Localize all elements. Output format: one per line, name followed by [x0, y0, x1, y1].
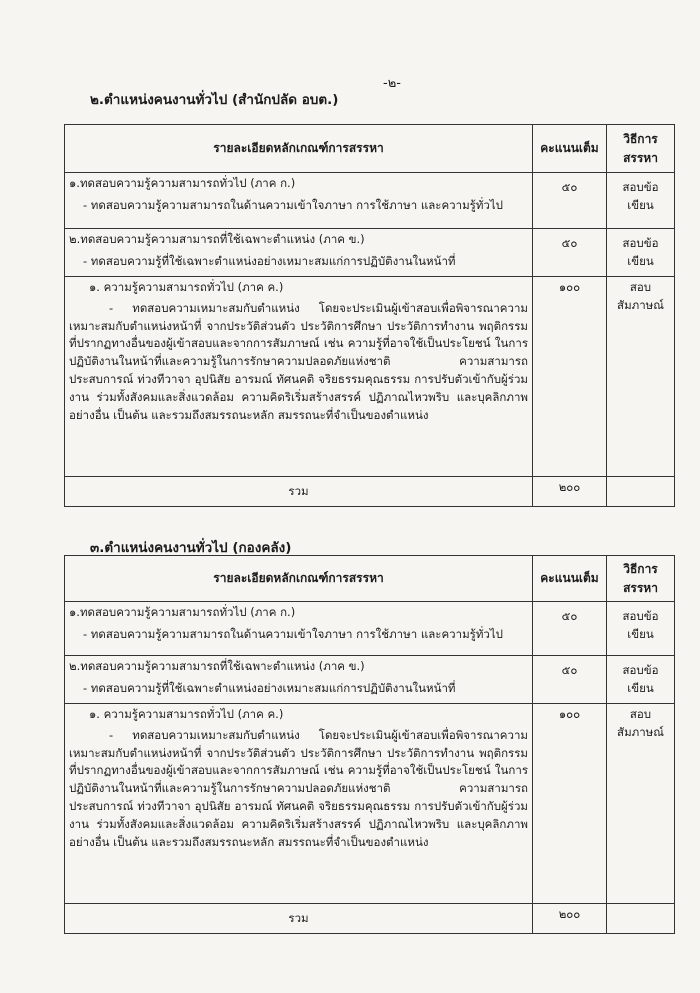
total-score: ๒๐๐ — [533, 904, 607, 934]
total-label: รวม — [65, 904, 533, 934]
table-row — [65, 656, 675, 704]
method-cell: สอบสัมภาษณ์ — [607, 277, 675, 477]
header-details: รายละเอียดหลักเกณฑ์การสรรหา — [65, 556, 533, 602]
header-method: วิธีการสรรหา — [607, 556, 675, 602]
header-score: คะแนนเต็ม — [533, 556, 607, 602]
criteria-sub: - ทดสอบความรู้ที่ใช้เฉพาะตำแหน่งอย่างเหมาะสมแก่การปฏิบัติงานในหน้าที่ — [83, 253, 456, 268]
criteria-sub: - ทดสอบความรู้ความสามารถในด้านความเข้าใจภาษา การใช้ภาษา และความรู้ทั่วไป — [83, 197, 503, 212]
method-cell: สอบข้อเขียน — [607, 173, 675, 229]
table-row — [65, 704, 675, 904]
total-row — [65, 904, 675, 934]
section-title: ๒.ตำแหน่งคนงานทั่วไป (สำนักปลัด อบต.) — [90, 92, 339, 108]
criteria-sub: - ทดสอบความรู้ที่ใช้เฉพาะตำแหน่งอย่างเหมาะสมแก่การปฏิบัติงานในหน้าที่ — [83, 680, 456, 695]
table-row — [65, 229, 675, 277]
score-cell: ๕๐ — [533, 229, 607, 277]
criteria-sub: - ทดสอบความเหมาะสมกับตำแหน่ง โดยจะประเมินผู้เข้าสอบเพื่อพิจารณาความเหมาะสมกับตำแหน่งหน้าที่ จากประวัติส่วนตัว ประวัติการศึกษา ประวัติการทำงาน พฤติกรรมที่ปรากฏทางอื่นของผู้เข้าสอบและจากการสัมภาษณ์ เช่น ความรู้ที่อาจใช้เป็นประโยชน์ ในการปฏิบัติงานในหน้าที่และความรู้ในการรักษาความปลอดภัยแห่งชาติ ความสามารถ ประสบการณ์ ท่วงทีวาจา อุปนิสัย อารมณ์ ทัศนคติ จริยธรรมคุณธรรม การปรับตัวเข้ากับผู้ร่วมงาน ร่วมทั้งสังคมและสิ่งแวดล้อม ความคิดริเริ่มสร้างสรรค์ ปฏิภาณไหวพริบ และบุคลิกภาพอย่างอื่น เป็นต้น และรวมถึงสมรรถนะหลัก สมรรถนะที่จำเป็นของตำแหน่ง — [69, 300, 528, 422]
method-cell: สอบข้อเขียน — [607, 229, 675, 277]
score-cell: ๕๐ — [533, 173, 607, 229]
criteria-sub: - ทดสอบความรู้ความสามารถในด้านความเข้าใจภาษา การใช้ภาษา และความรู้ทั่วไป — [83, 626, 503, 641]
criteria-title: ๑. ความรู้ความสามารถทั่วไป (ภาค ค.) — [89, 707, 284, 721]
header-score: คะแนนเต็ม — [533, 125, 607, 173]
table-row — [65, 277, 675, 477]
criteria-table — [64, 124, 675, 507]
score-cell: ๑๐๐ — [533, 277, 607, 477]
header-method: วิธีการสรรหา — [607, 125, 675, 173]
score-cell: ๕๐ — [533, 656, 607, 704]
total-method-empty — [607, 904, 675, 934]
table-header-row — [65, 556, 675, 602]
total-score: ๒๐๐ — [533, 477, 607, 507]
criteria-title: ๒.ทดสอบความรู้ความสามารถที่ใช้เฉพาะตำแหน่ง (ภาค ข.) — [69, 232, 365, 246]
table-header-row — [65, 125, 675, 173]
score-cell: ๕๐ — [533, 602, 607, 656]
criteria-cell — [65, 229, 533, 277]
method-cell: สอบข้อเขียน — [607, 602, 675, 656]
criteria-title: ๑. ความรู้ความสามารถทั่วไป (ภาค ค.) — [89, 280, 284, 294]
total-row — [65, 477, 675, 507]
table-row — [65, 173, 675, 229]
criteria-title: ๑.ทดสอบความรู้ความสามารถทั่วไป (ภาค ก.) — [69, 605, 296, 619]
criteria-cell — [65, 704, 533, 904]
section-title: ๓.ตำแหน่งคนงานทั่วไป (กองคลัง) — [90, 540, 292, 556]
header-details: รายละเอียดหลักเกณฑ์การสรรหา — [65, 125, 533, 173]
criteria-title: ๑.ทดสอบความรู้ความสามารถทั่วไป (ภาค ก.) — [69, 176, 296, 190]
page-number: -๒- — [383, 76, 401, 91]
total-label: รวม — [65, 477, 533, 507]
criteria-table — [64, 555, 675, 934]
criteria-cell — [65, 173, 533, 229]
total-method-empty — [607, 477, 675, 507]
method-cell: สอบข้อเขียน — [607, 656, 675, 704]
criteria-cell — [65, 602, 533, 656]
criteria-title: ๒.ทดสอบความรู้ความสามารถที่ใช้เฉพาะตำแหน่ง (ภาค ข.) — [69, 659, 365, 673]
criteria-cell — [65, 277, 533, 477]
score-cell: ๑๐๐ — [533, 704, 607, 904]
criteria-cell — [65, 656, 533, 704]
criteria-sub: - ทดสอบความเหมาะสมกับตำแหน่ง โดยจะประเมินผู้เข้าสอบเพื่อพิจารณาความเหมาะสมกับตำแหน่งหน้าที่ จากประวัติส่วนตัว ประวัติการศึกษา ประวัติการทำงาน พฤติกรรมที่ปรากฏทางอื่นของผู้เข้าสอบและจากการสัมภาษณ์ เช่น ความรู้ที่อาจใช้เป็นประโยชน์ ในการปฏิบัติงานในหน้าที่และความรู้ในการรักษาความปลอดภัยแห่งชาติ ความสามารถ ประสบการณ์ ท่วงทีวาจา อุปนิสัย อารมณ์ ทัศนคติ จริยธรรมคุณธรรม การปรับตัวเข้ากับผู้ร่วมงาน ร่วมทั้งสังคมและสิ่งแวดล้อม ความคิดริเริ่มสร้างสรรค์ ปฏิภาณไหวพริบ และบุคลิกภาพอย่างอื่น เป็นต้น และรวมถึงสมรรถนะหลัก สมรรถนะที่จำเป็นของตำแหน่ง — [69, 727, 528, 849]
method-cell: สอบสัมภาษณ์ — [607, 704, 675, 904]
table-row — [65, 602, 675, 656]
